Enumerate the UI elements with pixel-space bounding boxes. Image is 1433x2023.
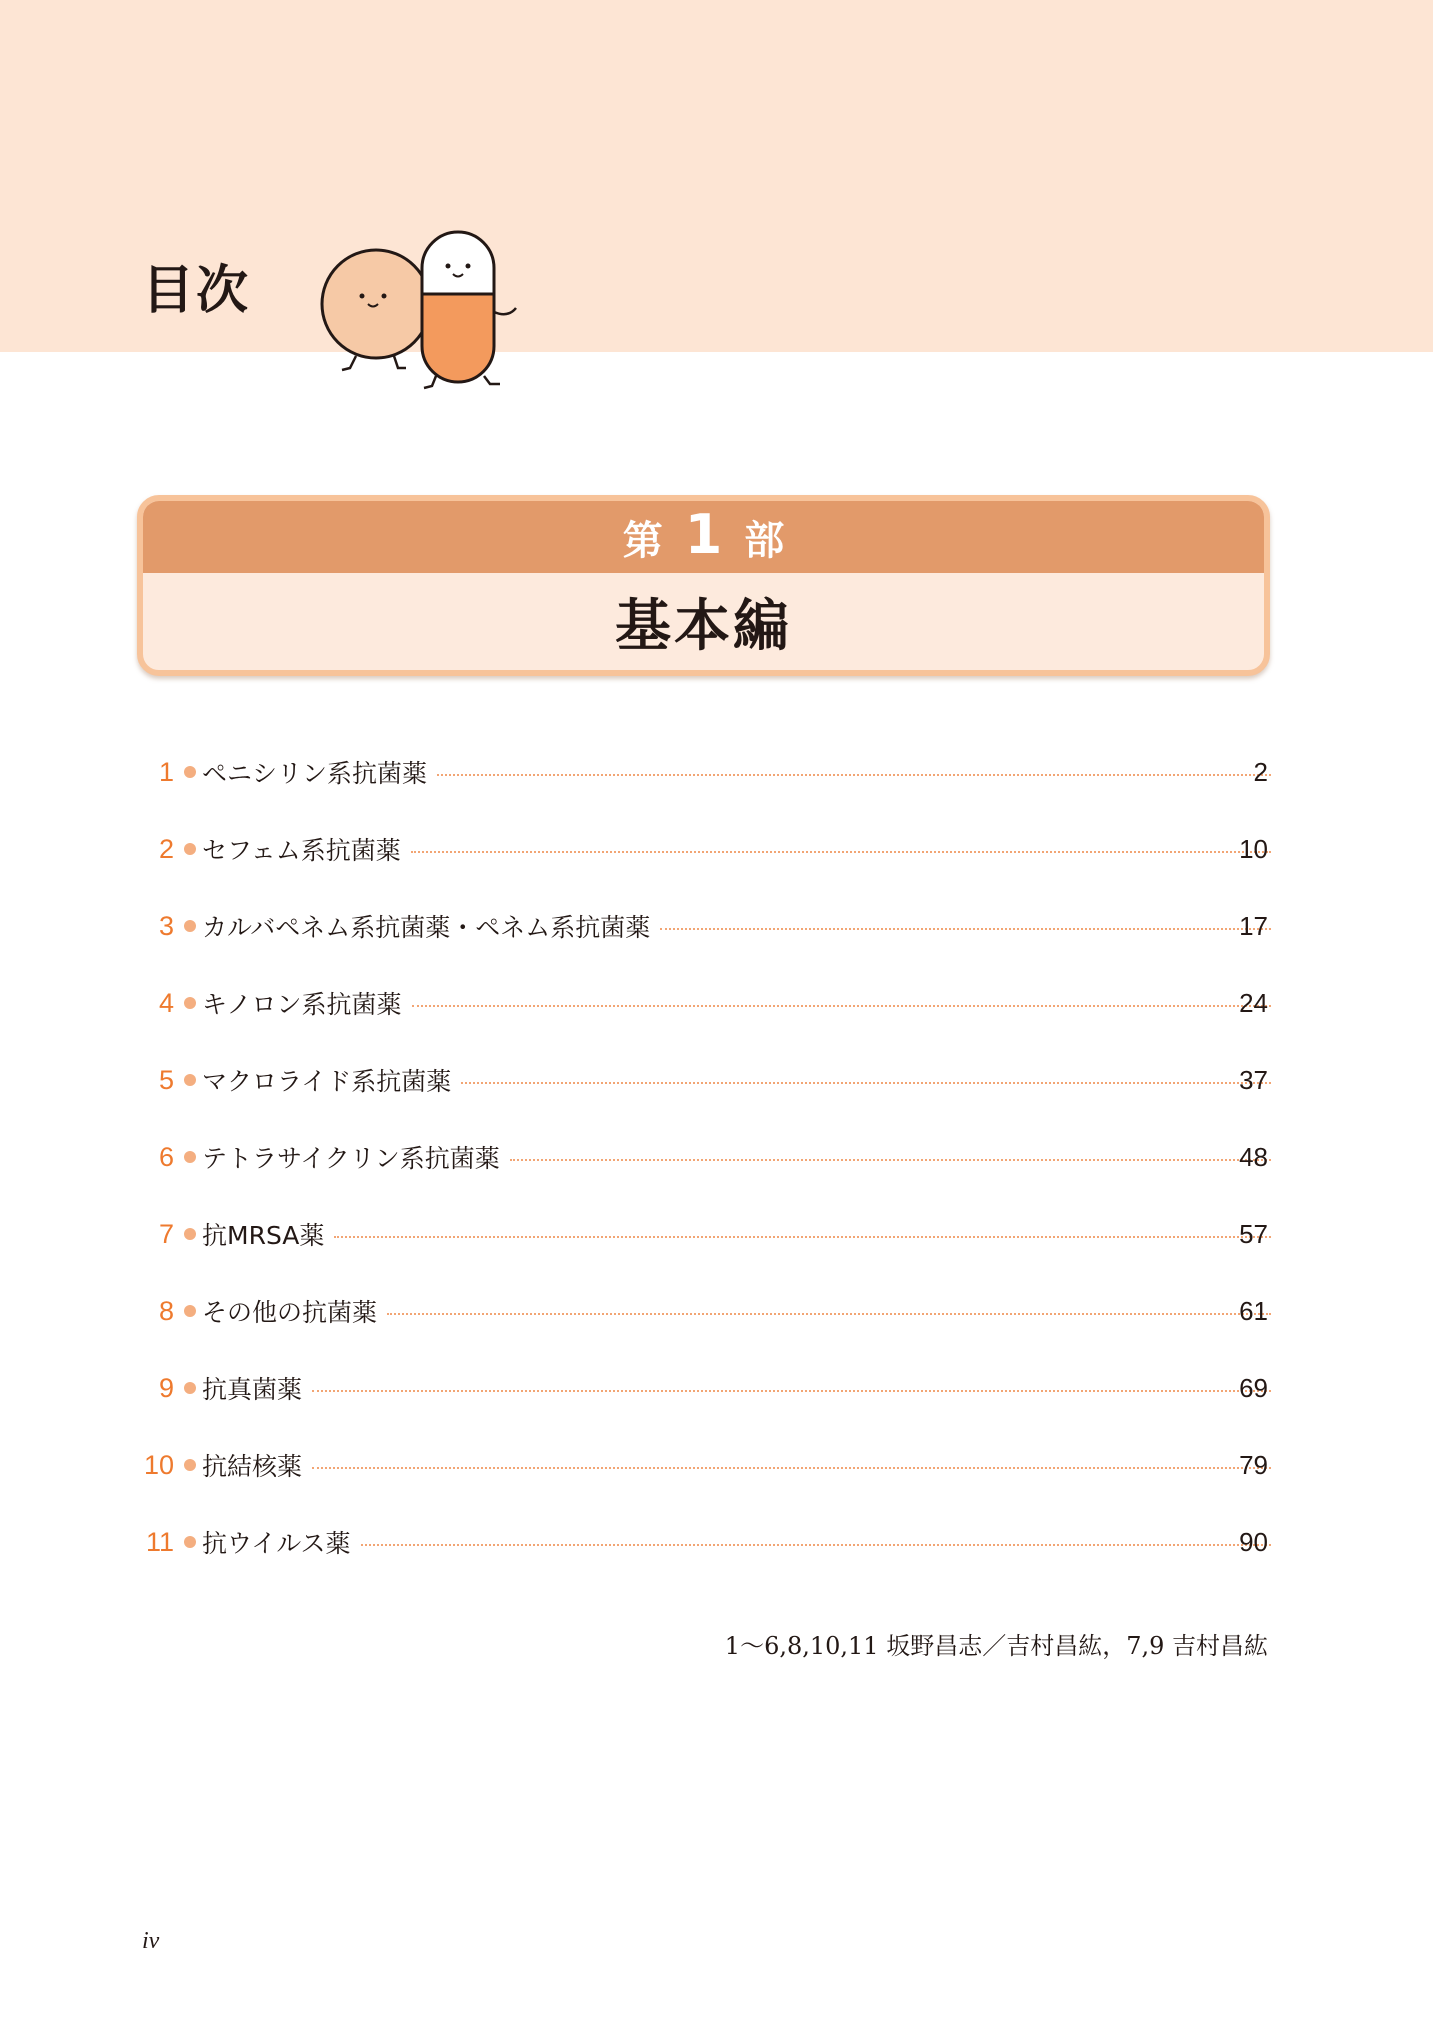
toc-entry-title[interactable]: テトラサイクリン系抗菌薬 <box>202 1144 500 1173</box>
dot-leader <box>510 1159 1271 1161</box>
toc-entry-title[interactable]: ペニシリン系抗菌薬 <box>202 759 428 788</box>
toc-entry-main <box>202 1137 1271 1177</box>
author-credits: 1～6,8,10,11 坂野昌志／吉村昌紘，7,9 吉村昌紘 <box>724 1632 1268 1660</box>
dot-leader <box>361 1544 1271 1546</box>
toc-entry-number: 7 <box>158 1219 174 1249</box>
toc-entry-title[interactable]: セフェム系抗菌薬 <box>202 836 401 865</box>
toc-entry-main <box>202 1291 1271 1331</box>
toc-entry-main <box>202 1522 1271 1562</box>
toc-entry[interactable] <box>0 829 1433 869</box>
part-name: 基本編 <box>615 593 792 659</box>
toc-entry[interactable] <box>0 1291 1433 1331</box>
toc-entry[interactable] <box>0 1368 1433 1408</box>
dot-leader <box>387 1313 1271 1315</box>
toc-entry-title[interactable]: マクロライド系抗菌薬 <box>202 1067 452 1096</box>
toc-entry-main <box>202 1445 1271 1485</box>
dot-leader <box>437 774 1271 776</box>
bullet-dot-icon <box>184 1459 196 1471</box>
toc-entry-page[interactable]: 37 <box>1239 1065 1268 1095</box>
toc-entry-page[interactable]: 61 <box>1239 1296 1268 1326</box>
toc-entry-number: 2 <box>158 834 174 864</box>
toc-entry-main <box>202 906 1271 946</box>
toc-entry-title[interactable]: 抗結核薬 <box>202 1452 303 1481</box>
toc-entry-page[interactable]: 90 <box>1239 1527 1268 1557</box>
toc-entry-page[interactable]: 10 <box>1239 834 1268 864</box>
toc-entry-main <box>202 752 1271 792</box>
toc-entry-main <box>202 983 1271 1023</box>
toc-entry-number: 11 <box>145 1527 174 1557</box>
bullet-dot-icon <box>184 1151 196 1163</box>
toc-entry-number: 3 <box>158 911 174 941</box>
toc-entry[interactable] <box>0 983 1433 1023</box>
toc-entry[interactable] <box>0 1214 1433 1254</box>
toc-entry-main <box>202 1368 1271 1408</box>
toc-entry-number: 9 <box>158 1373 174 1403</box>
dot-leader <box>312 1467 1271 1469</box>
dot-leader <box>411 851 1271 853</box>
bullet-dot-icon <box>184 1074 196 1086</box>
bullet-dot-icon <box>184 1536 196 1548</box>
bullet-dot-icon <box>184 1228 196 1240</box>
toc-entry-page[interactable]: 48 <box>1239 1142 1268 1172</box>
toc-entry-number: 10 <box>143 1450 174 1480</box>
round-pill-mascot-icon <box>322 250 430 370</box>
page-title: 目次 <box>142 261 251 321</box>
bullet-dot-icon <box>184 843 196 855</box>
part-suffix: 部 <box>744 517 785 564</box>
part-number-bar <box>143 501 1264 573</box>
bullet-dot-icon <box>184 1305 196 1317</box>
toc-entry-number: 5 <box>158 1065 174 1095</box>
toc-entry-title[interactable]: キノロン系抗菌薬 <box>202 990 402 1019</box>
part-heading-box <box>137 495 1270 676</box>
toc-entry-main <box>202 1060 1271 1100</box>
toc-entry-number: 1 <box>158 757 174 787</box>
pill-mascots-illustration <box>316 216 540 396</box>
toc-entry-page[interactable]: 79 <box>1239 1450 1268 1480</box>
dot-leader <box>334 1236 1271 1238</box>
toc-entry[interactable] <box>0 752 1433 792</box>
capsule-mascot-icon <box>422 232 516 388</box>
bullet-dot-icon <box>184 920 196 932</box>
dot-leader <box>312 1390 1271 1392</box>
toc-entry-page[interactable]: 17 <box>1239 911 1268 941</box>
part-number: 1 <box>684 502 723 566</box>
toc-entry[interactable] <box>0 1522 1433 1562</box>
toc-entry-title[interactable]: 抗MRSA薬 <box>202 1221 325 1250</box>
page-number: iv <box>142 1928 160 1954</box>
part-prefix: 第 <box>622 517 663 564</box>
toc-entry[interactable] <box>0 1137 1433 1177</box>
dot-leader <box>461 1082 1271 1084</box>
toc-entry-title[interactable]: 抗ウイルス薬 <box>202 1529 351 1558</box>
toc-entry-page[interactable]: 69 <box>1239 1373 1268 1403</box>
toc-entry-number: 6 <box>158 1142 174 1172</box>
toc-entry-page[interactable]: 57 <box>1239 1219 1268 1249</box>
toc-entry-main <box>202 1214 1271 1254</box>
bullet-dot-icon <box>184 766 196 778</box>
toc-entry-main <box>202 829 1271 869</box>
toc-entry[interactable] <box>0 1445 1433 1485</box>
toc-entry[interactable] <box>0 906 1433 946</box>
toc-entry-page[interactable]: 2 <box>1253 757 1268 787</box>
toc-entry-title[interactable]: その他の抗菌薬 <box>202 1298 378 1327</box>
dot-leader <box>412 1005 1271 1007</box>
dot-leader <box>660 928 1271 930</box>
toc-entry-number: 8 <box>158 1296 174 1326</box>
bullet-dot-icon <box>184 1382 196 1394</box>
toc-entry-title[interactable]: カルバペネム系抗菌薬・ペネム系抗菌薬 <box>202 913 651 942</box>
toc-entry-page[interactable]: 24 <box>1239 988 1268 1018</box>
toc-entry-number: 4 <box>158 988 174 1018</box>
bullet-dot-icon <box>184 997 196 1009</box>
toc-entry[interactable] <box>0 1060 1433 1100</box>
toc-entry-title[interactable]: 抗真菌薬 <box>202 1375 303 1404</box>
